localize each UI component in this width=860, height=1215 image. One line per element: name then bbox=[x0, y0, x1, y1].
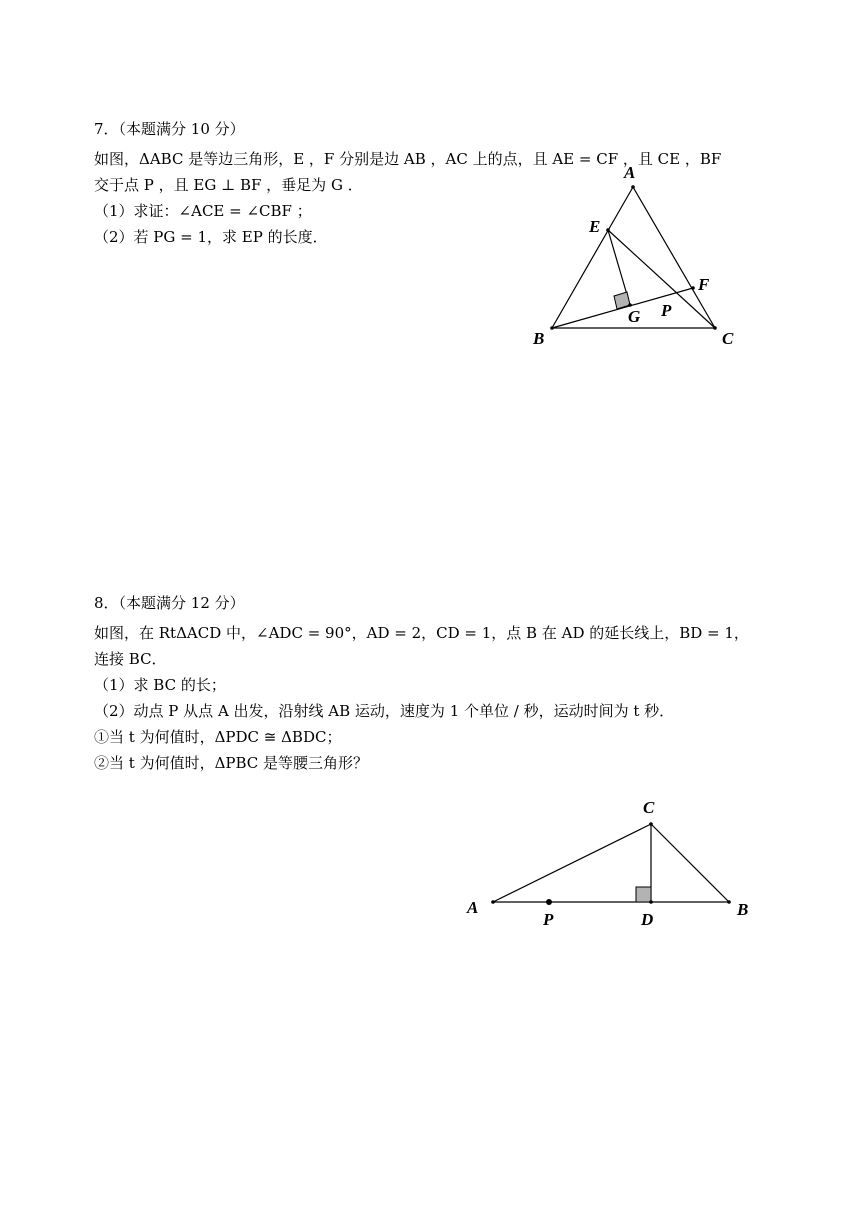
problem-7-line-1: 如图，ΔABC 是等边三角形，E ，F 分别是边 AB ，AC 上的点，且 AE = CF ，且 CE ，BF bbox=[94, 150, 722, 168]
segment-cb bbox=[651, 824, 729, 902]
problem-8-header: 8．（本题满分 12 分） bbox=[94, 594, 245, 612]
problem-8-part-2: （2）动点 P 从点 A 出发，沿射线 AB 运动，速度为 1 个单位 / 秒，运动时间为 t 秒． bbox=[94, 702, 675, 720]
label-e: E bbox=[589, 217, 601, 236]
label-b: B bbox=[737, 900, 749, 919]
label-g: G bbox=[628, 307, 641, 326]
right-angle-mark-d bbox=[636, 887, 651, 902]
problem-7-header: 7．（本题满分 10 分） bbox=[94, 120, 245, 138]
label-c: C bbox=[643, 798, 655, 817]
problem-8-subpart-1: ①当 t 为何值时，ΔPDC ≅ ΔBDC； bbox=[94, 728, 342, 746]
problem-8-line-1: 如图，在 RtΔACD 中，∠ADC = 90°，AD = 2，CD = 1，点 B 在 AD 的延长线上，BD = 1， bbox=[94, 624, 749, 642]
label-d: D bbox=[641, 910, 654, 929]
label-c: C bbox=[722, 329, 734, 348]
problem-7-part-2: （2）若 PG = 1，求 EP 的长度． bbox=[94, 228, 328, 246]
problem-7-part-1: （1）求证：∠ACE = ∠CBF ； bbox=[94, 202, 312, 220]
label-p: P bbox=[543, 910, 554, 929]
label-a: A bbox=[467, 898, 479, 917]
point-p bbox=[546, 899, 552, 905]
segment-ac bbox=[493, 824, 651, 902]
label-b: B bbox=[533, 329, 545, 348]
problem-8-subpart-2: ②当 t 为何值时，ΔPBC 是等腰三角形？ bbox=[94, 754, 369, 772]
problem-8-part-1: （1）求 BC 的长； bbox=[94, 676, 226, 694]
label-a: A bbox=[624, 163, 636, 182]
problem-8-line-2: 连接 BC． bbox=[94, 650, 167, 668]
label-f: F bbox=[698, 275, 710, 294]
problem-7-line-2: 交于点 P ，且 EG ⊥ BF ，垂足为 G ． bbox=[94, 176, 363, 194]
label-p: P bbox=[661, 301, 672, 320]
